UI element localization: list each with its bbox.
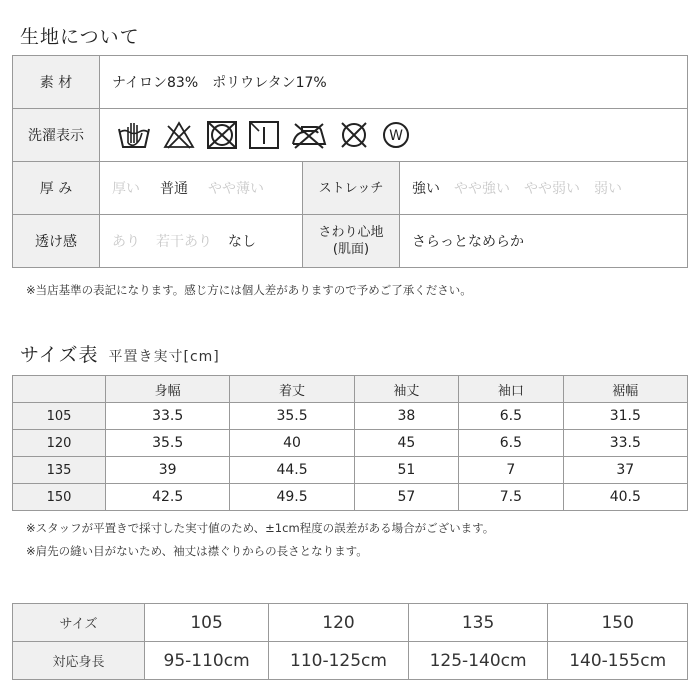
thickness-option-selected: 普通 [160,181,188,197]
sheer-option-selected: なし [228,234,256,250]
table-row [13,403,688,430]
no-iron-icon [290,120,328,150]
fit-size-cell: 120 [269,604,409,642]
table-cell: 42.5 [106,484,230,511]
table-cell: 51 [354,457,458,484]
fit-size-row [13,604,688,642]
column-header: 袖丈 [354,376,458,403]
material-label: 素 材 [13,56,100,109]
wet-clean-letter: W [389,128,403,144]
table-cell: 40.5 [563,484,687,511]
sheer-label: 透け感 [13,215,100,268]
table-cell: 57 [354,484,458,511]
thickness-options [100,162,303,215]
stretch-option: やや弱い [524,181,580,197]
row-header: 150 [13,484,106,511]
column-header: 裾幅 [563,376,687,403]
table-cell: 7.5 [459,484,563,511]
fit-height-cell: 125-140cm [408,642,548,680]
touch-label-line1: さわり心地 [318,225,384,240]
fit-height-cell: 110-125cm [269,642,409,680]
table-cell: 39 [106,457,230,484]
fit-size-cell: 135 [408,604,548,642]
size-header-corner [13,376,106,403]
size-table-header [13,376,688,403]
row-header: 120 [13,430,106,457]
column-header: 袖口 [459,376,563,403]
fit-height-row [13,642,688,680]
fabric-table [12,55,688,268]
sheer-options [100,215,303,268]
thickness-option: やや薄い [208,181,264,197]
fit-table [12,603,688,680]
table-cell: 49.5 [230,484,354,511]
table-cell: 31.5 [563,403,687,430]
column-header: 着丈 [230,376,354,403]
fabric-section-title: 生地について [20,26,140,48]
no-tumble-dry-icon [206,120,238,150]
wash-row [13,109,688,162]
thickness-label: 厚 み [13,162,100,215]
stretch-label: ストレッチ [303,162,400,215]
table-cell: 35.5 [106,430,230,457]
table-row [13,457,688,484]
touch-label-line2: (肌面) [332,242,370,257]
thickness-row [13,162,688,215]
stretch-option: やや強い [454,181,510,197]
table-cell: 33.5 [106,403,230,430]
table-cell: 38 [354,403,458,430]
sheer-option: 若干あり [156,234,212,250]
size-table [12,375,688,511]
size-section-title [20,340,220,367]
thickness-option: 厚い [112,181,140,197]
size-note-1: ※スタッフが平置きで採寸した実寸値のため、±1cm程度の誤差がある場合がございます。 [26,521,495,535]
table-cell: 6.5 [459,430,563,457]
table-cell: 37 [563,457,687,484]
touch-label [303,215,400,268]
table-cell: 44.5 [230,457,354,484]
stretch-options [400,162,688,215]
table-cell: 45 [354,430,458,457]
row-header: 105 [13,403,106,430]
size-title: サイズ表 [20,344,99,366]
table-cell: 35.5 [230,403,354,430]
stretch-option: 弱い [594,181,622,197]
fabric-note: ※当店基準の表記になります。感じ方には個人差がありますので予めご了承ください。 [26,283,472,297]
no-bleach-icon [162,120,196,150]
table-cell: 7 [459,457,563,484]
wet-clean-icon [380,120,412,150]
no-dry-clean-icon [338,120,370,150]
table-row [13,430,688,457]
line-dry-icon [248,120,280,150]
column-header: 身幅 [106,376,230,403]
fit-height-cell: 140-155cm [548,642,688,680]
material-row [13,56,688,109]
fit-height-label: 対応身長 [13,642,145,680]
table-cell: 33.5 [563,430,687,457]
material-value: ナイロン83% ポリウレタン17% [100,56,688,109]
hand-wash-icon [116,119,152,151]
table-cell: 40 [230,430,354,457]
table-cell: 6.5 [459,403,563,430]
size-note-2: ※肩先の縫い目がないため、袖丈は襟ぐりからの長さとなります。 [26,544,368,558]
fit-size-label: サイズ [13,604,145,642]
size-subtitle: 平置き実寸[cm] [108,349,220,365]
row-header: 135 [13,457,106,484]
touch-value: さらっとなめらか [400,215,688,268]
table-row [13,484,688,511]
fit-size-cell: 150 [548,604,688,642]
sheer-row [13,215,688,268]
wash-icons-cell [100,109,688,162]
sheer-option: あり [112,234,140,250]
stretch-option-selected: 強い [412,181,440,197]
fit-size-cell: 105 [145,604,269,642]
wash-label: 洗濯表示 [13,109,100,162]
fit-height-cell: 95-110cm [145,642,269,680]
